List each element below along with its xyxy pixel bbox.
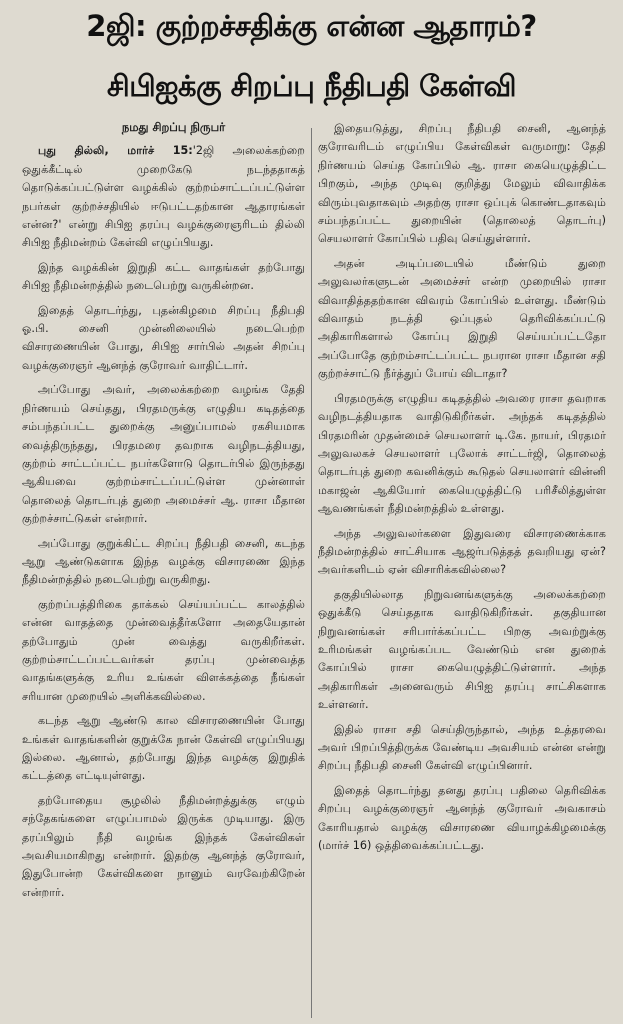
article-paragraph: கடந்த ஆறு ஆண்டு கால விசாரணையின் போது உங்கள் வாதங்களின் குறுக்கே நான் கேள்வி எழுப்பியது இல்லை. ஆனால், தற்போது இந்த வழக்கு இறுதிக் கட்டத்தை எட்டியுள்ளது. [22,714,305,783]
article-paragraph: இதைத் தொடர்ந்து, புதன்கிழமை சிறப்பு நீதிபதி ஓ.பி. சைனி முன்னிலையில் நடைபெற்ற விசாரணையின் போது, சிபிஐ சார்பில் அதன் சிறப்பு வழக்குரைஞர் ஆனந்த் குரோவர் வாதிட்டார். [22,303,305,372]
article-paragraph: குற்றப்பத்திரிகை தாக்கல் செய்யப்பட்ட காலத்தில் என்ன வாதத்தை முன்வைத்தீர்களோ அதையேதான் தற்போதும் முன் வைத்து வருகிறீர்கள். குற்றம்சாட்டப்பட்டவர்கள் தரப்பு முன்வைத்த வாதங்களுக்கு உரிய உங்கள் விளக்கத்தை நீங்கள் சரியான முறையில் அளிக்கவில்லை. [22,597,305,703]
article-paragraph [22,142,305,252]
article-paragraph: இதில் ராசா சதி செய்திருந்தால், அந்த உத்தரவை அவர் பிறப்பித்திருக்க வேண்டிய அவசியம் என்ன என்று சிறப்பு நீதிபதி சைனி கேள்வி எழுப்பினார். [318,722,606,773]
column-divider [311,128,312,1018]
article-paragraph: தற்போதைய சூழலில் நீதிமன்றத்துக்கு எழும் சந்தேகங்களை எழுப்பாமல் இருக்க முடியாது. இரு தரப்பிலும் நீதி வழங்க இந்தக் கேள்விகள் அவசியமாகிறது என்றார். இதற்கு ஆனந்த் குரோவர், இதுபோன்ற கேள்விகளை நானும் வரவேற்கிறேன் என்றார். [22,793,305,899]
article-paragraph: தகுதியில்லாத நிறுவனங்களுக்கு அலைக்கற்றை ஒதுக்கீடு செய்ததாக வாதிடுகிறீர்கள். தகுதியான நிறுவனங்கள் சரிபார்க்கப்பட்ட பிறகு அவற்றுக்கு உரிமங்கள் வழங்கப்பட வேண்டும் என துறைக் கோப்பில் ராசா கையெழுத்திட்டுள்ளார். அந்த அதிகாரிகள் அனைவரும் சிபிஐ தரப்பு சாட்சிகளாக உள்ளனர். [318,587,606,712]
article-paragraph: இதையடுத்து, சிறப்பு நீதிபதி சைனி, ஆனந்த் குரோவரிடம் எழுப்பிய கேள்விகள் வருமாறு: தேதி நிர்ணயம் செய்த கோப்பில் ஆ. ராசா கையெழுத்திட்ட பிறகும், அந்த முடிவு குறித்து மேலும் விவாதிக்க விரும்புவதாகவும் அதற்கு ராசா ஒப்புக் கொண்டதாகவும் சம்பந்தப்பட்ட துறையின் (தொலைத் தொடர்பு) செயலாளர் கோப்பில் பதிவு செய்துள்ளார். [318,122,606,246]
article-paragraph: இந்த வழக்கின் இறுதி கட்ட வாதங்கள் தற்போது சிபிஐ நீதிமன்றத்தில் நடைபெற்று வருகின்றன. [22,260,305,293]
article-paragraph: அப்போது குறுக்கிட்ட சிறப்பு நீதிபதி சைனி, கடந்த ஆறு ஆண்டுகளாக இந்த வழக்கு விசாரணை இந்த நீதிமன்றத்தில் நடைபெற்று வருகிறது. [22,536,305,587]
right-column [318,118,606,861]
byline: நமது சிறப்பு நிருபர் [121,120,226,134]
article-paragraph: இதைத் தொடர்ந்து தனது தரப்பு பதிலை தெரிவிக்க சிறப்பு வழக்குரைஞர் ஆனந்த் குரோவர் அவகாசம் கோரியதால் வழக்கு விசாரணை வியாழக்கிழமைக்கு (மார்ச் 16) ஒத்திவைக்கப்பட்டது. [318,783,606,853]
headline-line-2: சிபிஐக்கு சிறப்பு நீதிபதி கேள்வி [107,69,516,103]
left-column [22,118,305,908]
article-paragraph: பிரதமருக்கு எழுதிய கடிதத்தில் அவரை ராசா தவறாக வழிநடத்தியதாக வாதிடுகிறீர்கள். அந்தக் கடிதத்தில் பிரதமரின் முதன்மைச் செயலாளர் டி.கே. நாயர், பிரதமர் அலுவலகச் செயலாளர் புலோக் சாட்டர்ஜி, தொலைத் தொடர்புத் துறை கவனிக்கும் கூடுதல் செயலாளர் வின்னி மகாஜன் ஆகியோர் கையெழுத்திட்டு பரிசீலித்துள்ள ஆவணங்கள் நீதிமன்றத்தில் உள்ளது. [318,391,606,516]
article-paragraph: அந்த அலுவலர்களை இதுவரை விசாரணைக்காக நீதிமன்றத்தில் சாட்சியாக ஆஜர்படுத்தத் தவறியது ஏன்? அவர்களிடம் ஏன் விசாரிக்கவில்லை? [318,526,606,577]
article-paragraph: அப்போது அவர், அலைக்கற்றை வழங்க தேதி நிர்ணயம் செய்தது, பிரதமருக்கு எழுதிய கடிதத்தை சம்பந்தப்பட்ட துறைக்கு அனுப்பாமல் ரகசியமாக வைத்திருந்தது, பிரதமரை தவறாக வழிநடத்தியது, குற்றம் சாட்டப்பட்ட நபர்களோடு தொடர்பில் இருந்தது ஆகியவை குற்றம்சாட்டப்பட்டுள்ள முன்னாள் தொலைத் தொடர்புத் துறை அமைச்சர் ஆ. ராசா மீதான குற்றச்சாட்டுகள் என்றார். [22,383,305,526]
paragraph-text: '2ஜி அலைக்கற்றை ஒதுக்கீட்டில் முறைகேடு நடந்ததாகத் தொடுக்கப்பட்டுள்ள வழக்கில் குற்றம்சாட்டப்பட்டுள்ள நபர்கள் குற்றச்சதியில் ஈடுபட்டதற்கான ஆதாரங்கள் என்ன?' என்று சிபிஐ தரப்பு வழக்குரைஞரிடம் தில்லி சிபிஐ நீதிமன்றம் கேள்வி எழுப்பியது. [22,144,305,250]
article-paragraph: அதன் அடிப்படையில் மீண்டும் துறை அலுவலர்களுடன் அமைச்சர் என்ற முறையில் ராசா விவாதித்ததற்கான விவரம் கோப்பில் உள்ளது. மீண்டும் விவாதம் நடத்தி ஒப்புதல் தெரிவிக்கப்பட்டு அதிகாரிகளால் கோப்பு இறுதி செய்யப்பட்டதோ அப்போதே குற்றம்சாட்டப்பட்ட நபரான ராசா மீதான சதி குற்றச்சாட்டு நீர்த்துப் போய் விடாதா? [318,256,606,381]
dateline: புது தில்லி, மார்ச் 15: [38,144,193,158]
headline-line-1: 2ஜி: குற்றச்சதிக்கு என்ன ஆதாரம்? [86,9,537,43]
